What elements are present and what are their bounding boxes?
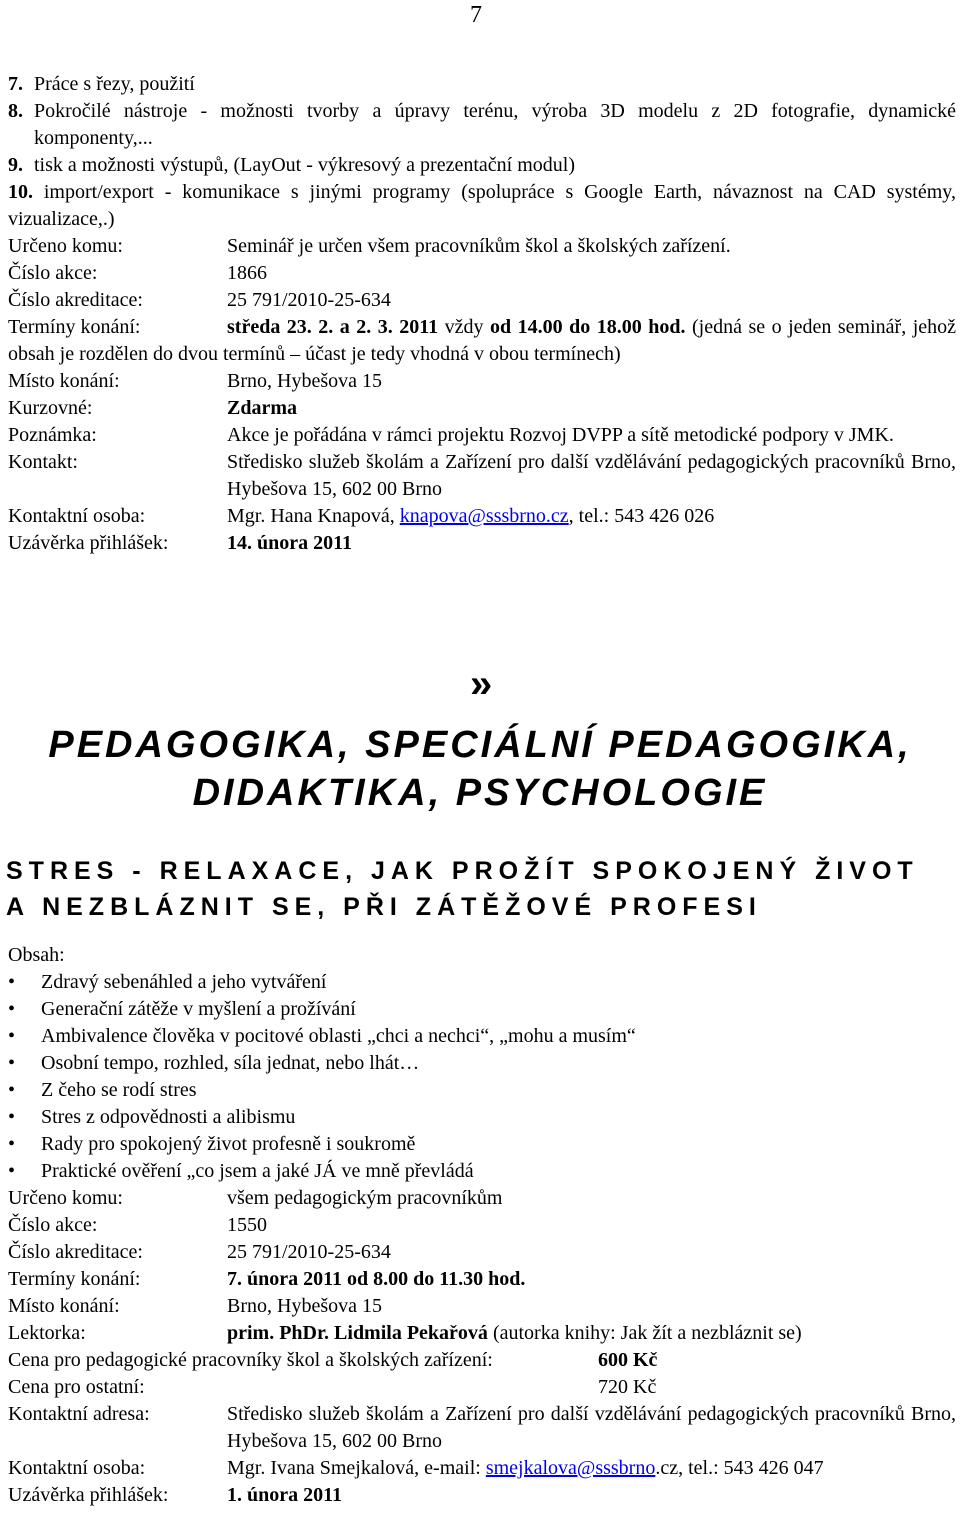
deadline-row: Uzávěrka přihlášek: 1. února 2011 <box>8 1484 343 1506</box>
contact-person-row: Kontaktní osoba: Mgr. Ivana Smejkalová, e-mail: smejkalova@sssbrno.cz, tel.: 543 426 047 <box>8 1457 824 1479</box>
note-row: Poznámka: Akce je pořádána v rámci projektu Rozvoj DVPP a sítě metodické podpory v JMK. <box>8 424 894 446</box>
list-item: • Zdravý sebenáhled a jeho vytváření <box>8 969 956 996</box>
list-item: 7. Práce s řezy, použití <box>8 73 195 95</box>
list-item: • Praktické ověření „co jsem a jaké JÁ ve mně převládá <box>8 1158 956 1185</box>
list-item: • Generační zátěže v myšlení a prožívání <box>8 996 956 1023</box>
deadline-row: Uzávěrka přihlášek: 14. února 2011 <box>8 532 353 554</box>
list-item: 10. import/export - komunikace s jinými programy (spolupráce s Google Earth, návaznost na CAD systémy, vizualizace,.) <box>8 181 956 230</box>
event-number-row: Číslo akce: 1550 <box>8 1214 267 1236</box>
email-link[interactable]: knapova@sssbrno.cz <box>399 505 569 527</box>
list-item: • Ambivalence člověka v pocitové oblasti „chci a nechci“, „mohu a musím“ <box>8 1023 956 1050</box>
section-marker-icon: » <box>470 662 493 706</box>
course-details-block <box>8 942 956 1509</box>
section-title-line2: DIDAKTIKA, PSYCHOLOGIE <box>192 772 768 814</box>
lecturer-row: Lektorka: prim. PhDr. Lidmila Pekařová (autorka knihy: Jak žít a nezbláznit se) <box>8 1322 802 1344</box>
accreditation-row: Číslo akreditace: 25 791/2010-25-634 <box>8 289 391 311</box>
course-title-line1: STRES - RELAXACE, JAK PROŽÍT SPOKOJENÝ ŽIVOT <box>6 857 919 885</box>
venue-row: Místo konání: Brno, Hybešova 15 <box>8 1295 382 1317</box>
course-title-line2: A NEZBLÁZNIT SE, PŘI ZÁTĚŽOVÉ PROFESI <box>6 893 762 921</box>
accreditation-row: Číslo akreditace: 25 791/2010-25-634 <box>8 1241 391 1263</box>
list-item: • Osobní tempo, rozhled, síla jednat, nebo lhát… <box>8 1050 956 1077</box>
venue-row: Místo konání: Brno, Hybešova 15 <box>8 370 382 392</box>
contact-person-row: Kontaktní osoba: Mgr. Hana Knapová, knapova@sssbrno.cz, tel.: 543 426 026 <box>8 505 715 527</box>
content-label: Obsah: <box>8 944 65 966</box>
page-number: 7 <box>470 2 482 28</box>
target-audience-row: Určeno komu: Seminář je určen všem pracovníkům škol a školských zařízení. <box>8 235 731 257</box>
fee-row: Kurzovné: Zdarma <box>8 397 297 419</box>
dates-row: Termíny konání: 7. února 2011 od 8.00 do 11.30 hod. <box>8 1268 526 1290</box>
dates-row: Termíny konání: středa 23. 2. a 2. 3. 2011 vždy od 14.00 do 18.00 hod. (jedná se o jeden seminář, jehož obsah je rozdělen do dvou termínů – účast je tedy vhodná v obou termínech) <box>8 316 957 365</box>
list-item: • Z čeho se rodí stres <box>8 1077 956 1104</box>
contact-row: Kontakt: Středisko služeb školám a Zařízení pro další vzdělávání pedagogických pracovníků Brno, Hybešova 15, 602 00 Brno <box>8 451 956 500</box>
content-list <box>8 969 956 1185</box>
contact-address-row: Kontaktní adresa: Středisko služeb školám a Zařízení pro další vzdělávání pedagogických pracovníků Brno, Hybešova 15, 602 00 Brno <box>8 1403 956 1452</box>
price-others-row: Cena pro ostatní: 720 Kč <box>8 1376 657 1398</box>
previous-course-block <box>8 71 956 557</box>
list-item: 8. Pokročilé nástroje - možnosti tvorby a úpravy terénu, výroba 3D modelu z 2D fotografie, dynamické komponenty,... <box>8 100 956 149</box>
target-audience-row: Určeno komu: všem pedagogickým pracovníkům <box>8 1187 503 1209</box>
section-title-line1: PEDAGOGIKA, SPECIÁLNÍ PEDAGOGIKA, <box>48 724 912 766</box>
topic-list <box>8 71 956 233</box>
list-item: • Stres z odpovědnosti a alibismu <box>8 1104 956 1131</box>
event-number-row: Číslo akce: 1866 <box>8 262 267 284</box>
list-item: • Rady pro spokojený život profesně i soukromě <box>8 1131 956 1158</box>
list-item: 9. tisk a možnosti výstupů, (LayOut - výkresový a prezentační modul) <box>8 154 575 176</box>
email-link[interactable]: smejkalova@sssbrno <box>485 1457 656 1479</box>
price-teachers-row: Cena pro pedagogické pracovníky škol a školských zařízení: 600 Kč <box>8 1349 658 1371</box>
